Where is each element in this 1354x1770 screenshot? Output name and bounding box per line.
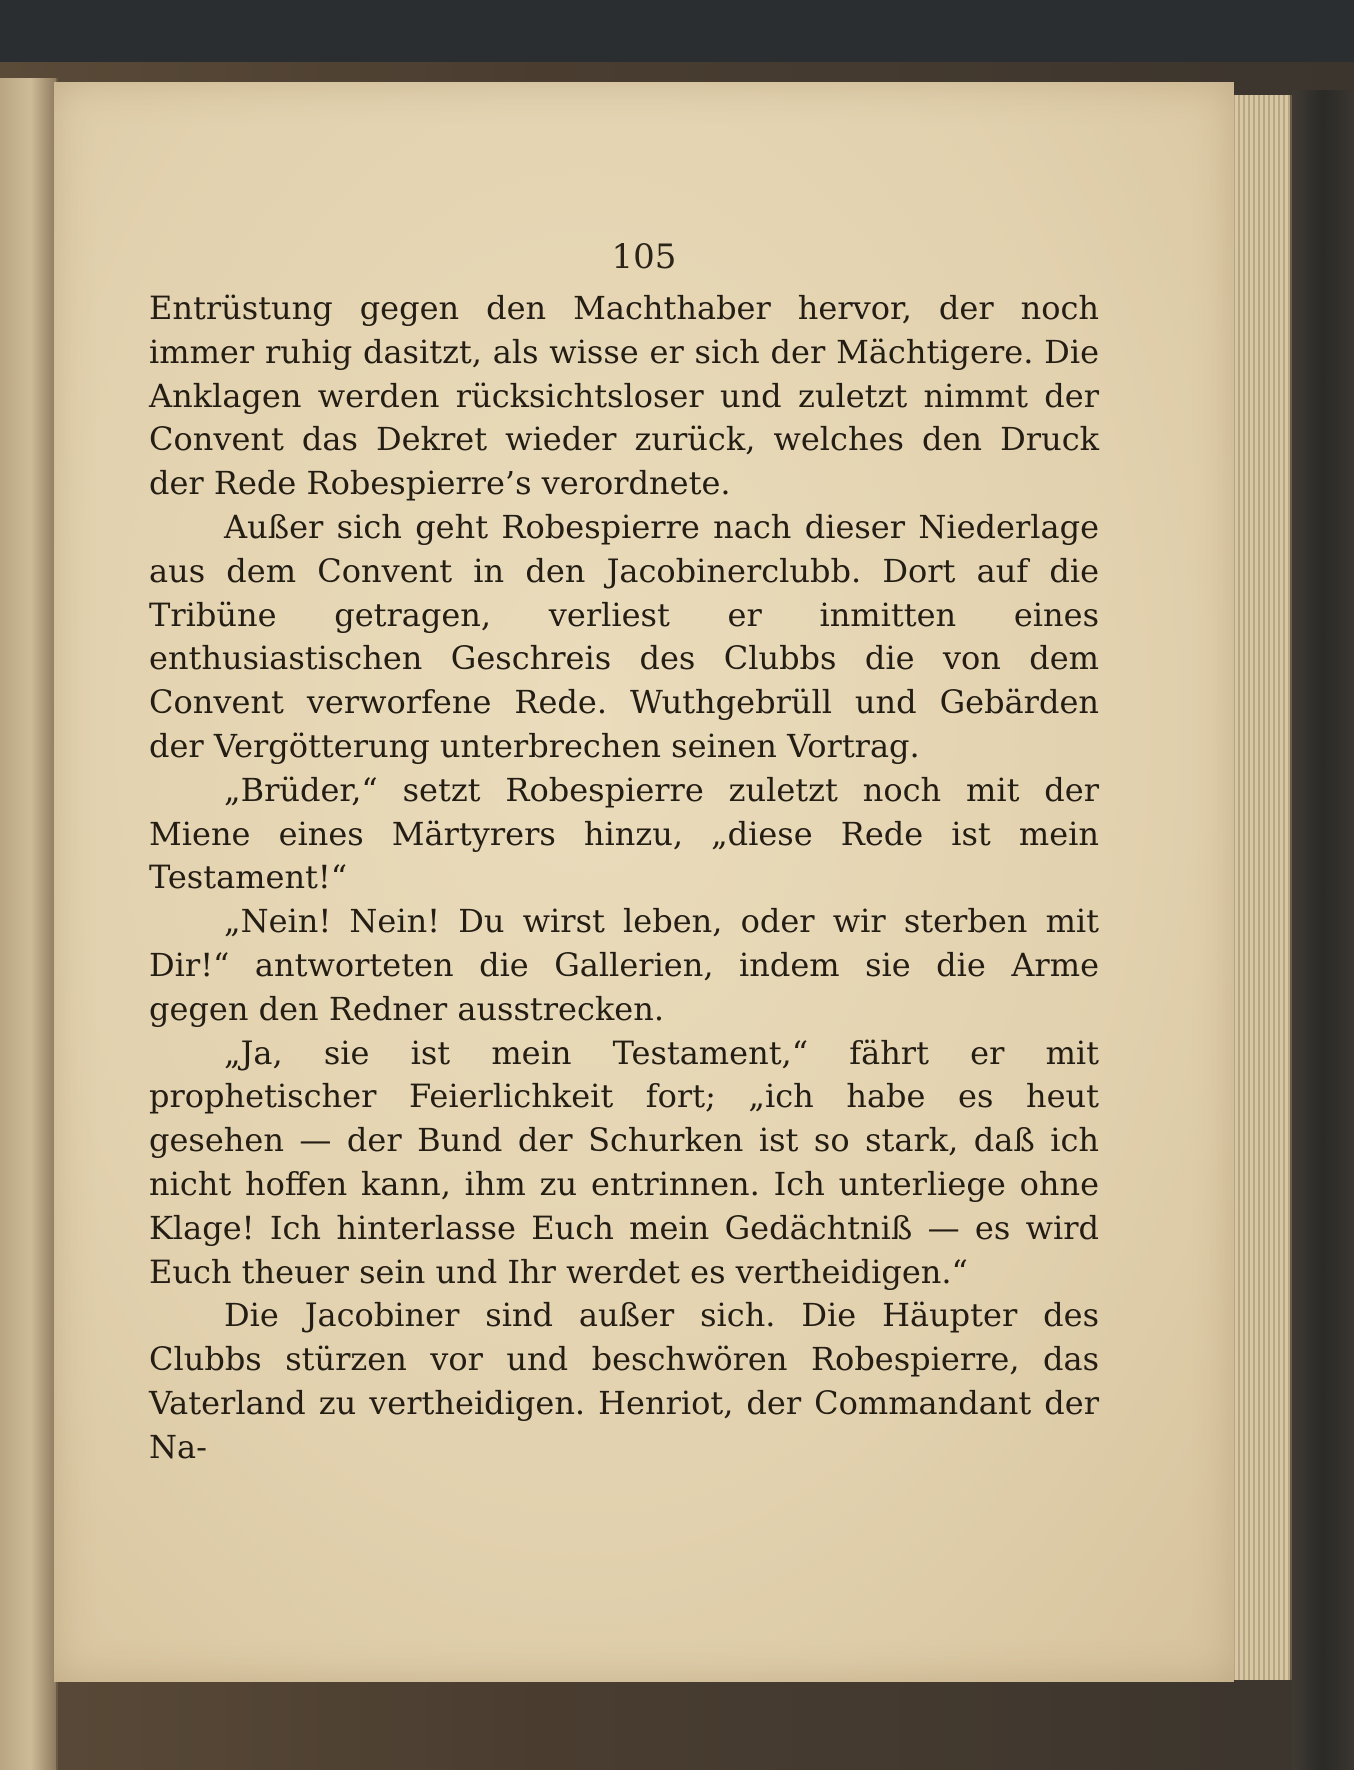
left-page-edge xyxy=(0,78,58,1770)
page-stack-edge xyxy=(1230,95,1293,1680)
paragraph-3: „Brüder,“ setzt Robespierre zuletzt noch mit der Miene eines Märtyrers hinzu, „diese Rede ist mein Testament!“ xyxy=(149,770,1099,897)
book-page xyxy=(54,82,1234,1682)
paragraph-4: „Nein! Nein! Du wirst leben, oder wir sterben mit Dir!“ antworteten die Gallerien, indem sie die Arme gegen den Redner ausstrecken. xyxy=(149,902,1099,1028)
paragraph-5: „Ja, sie ist mein Testament,“ fährt er mit prophetischer Feierlichkeit fort; „ich habe es heut gesehen — der Bund der Schurken ist so stark, daß ich nicht hoffen kann, ihm zu entrinnen. Ich unterliege ohne Klage! Ich hinterlasse Euch mein Gedächtniß — es wird Euch theuer sein und Ihr werdet es vertheidigen.“ xyxy=(149,1033,1099,1291)
page-text xyxy=(149,287,1099,1470)
book-cover-edge xyxy=(1292,90,1354,1770)
paragraph-2: Außer sich geht Robespierre nach dieser Niederlage aus dem Convent in den Jacobinerclubb. Dort auf die Tribüne getragen, verliest er inmitten eines enthusiastischen Geschreis des Clubbs die von dem Convent verworfene Rede. Wuthgebrüll und Gebärden der Vergötterung unterbrechen seinen Vortrag. xyxy=(149,507,1099,765)
page-number: 105 xyxy=(611,237,677,277)
paragraph-6: Die Jacobiner sind außer sich. Die Häupter des Clubbs stürzen vor und beschwören Robespierre, das Vaterland zu vertheidigen. Henriot, der Commandant der Na- xyxy=(149,1296,1099,1466)
paragraph-1: Entrüstung gegen den Machthaber hervor, der noch immer ruhig dasitzt, als wisse er sich der Mächtigere. Die Anklagen werden rücksichtsloser und zuletzt nimmt der Convent das Dekret wieder zurück, welches den Druck der Rede Robespierre’s verordnete. xyxy=(149,289,1099,503)
